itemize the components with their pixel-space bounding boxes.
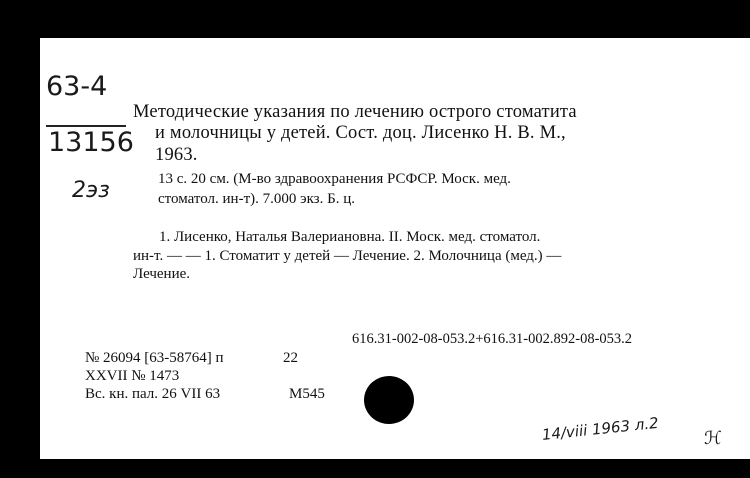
- description-line-2: стоматол. ин-т). 7.000 экз. Б. ц.: [158, 191, 355, 207]
- print-code: М545: [289, 386, 325, 402]
- chamber-date: Вс. кн. пал. 26 VII 63: [85, 386, 221, 402]
- punch-hole: [364, 376, 414, 424]
- call-number-bottom: 13156: [48, 127, 134, 158]
- handwritten-mark: 2эз: [72, 178, 110, 203]
- handwritten-date: 14/viii 1963 л.2: [541, 413, 660, 444]
- volume-number: XXVII № 1473: [85, 368, 180, 384]
- tracing-line-3: Лечение.: [133, 266, 191, 282]
- catalog-card: [40, 38, 750, 459]
- tracing-line-2: ин-т. — — 1. Стоматит у детей — Лечение. 2. Молочница (мед.) —: [133, 248, 562, 264]
- record-count: 22: [283, 350, 298, 366]
- tracing-line-1: 1. Лисенко, Наталья Валериановна. II. Моск. мед. стоматол.: [159, 229, 541, 245]
- udc-classification: 616.31-002-08-053.2+616.31-002.892-08-053.2: [352, 331, 633, 347]
- handwritten-initials: ℋ: [704, 428, 722, 449]
- description-line-1: 13 с. 20 см. (М-во здравоохранения РСФСР. Моск. мед.: [158, 171, 511, 187]
- call-number-top: 63-4: [46, 71, 108, 102]
- title-line-2: и молочницы у детей. Сост. доц. Лисенко Н. В. М.,: [155, 123, 566, 143]
- title-line-3: 1963.: [155, 145, 198, 165]
- title-line-1: Методические указания по лечению острого стоматита: [133, 102, 577, 122]
- record-number: № 26094 [63-58764] п: [85, 350, 224, 366]
